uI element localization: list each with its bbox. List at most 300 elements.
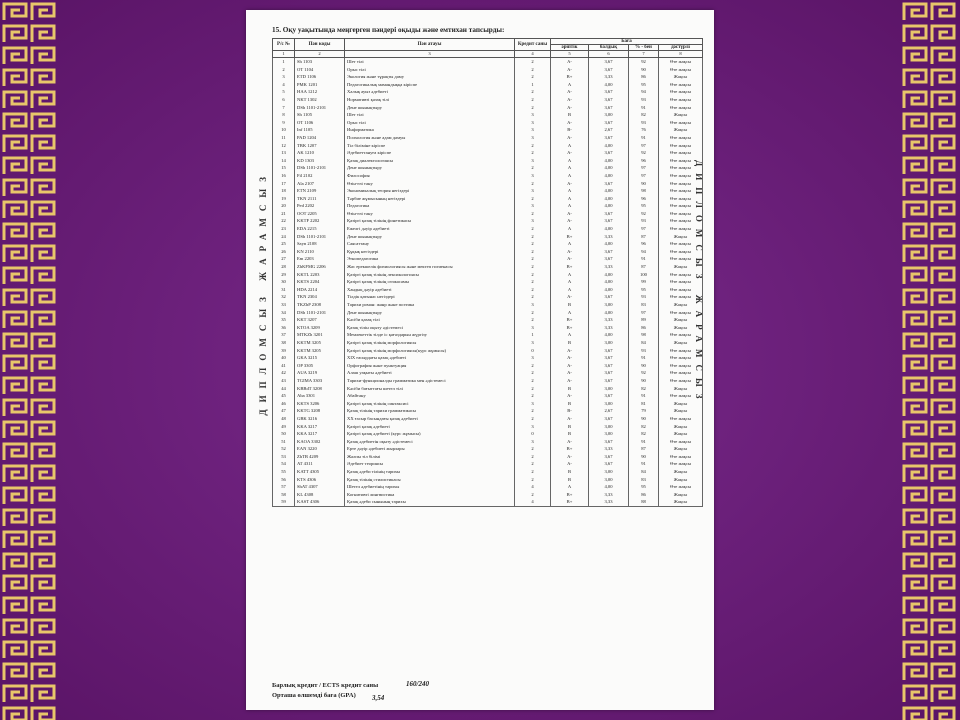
- cell-code: ZhKFMG 2206: [295, 263, 345, 271]
- table-row: [273, 217, 703, 225]
- cell-points: 4,00: [589, 164, 629, 172]
- cell-code: AT 4311: [295, 460, 345, 468]
- cell-code: ETD 1106: [295, 73, 345, 81]
- cell-letter: A: [551, 331, 589, 339]
- cell-points: 3,67: [589, 392, 629, 400]
- cell-percent: 84: [629, 339, 659, 347]
- cell-letter: B+: [551, 263, 589, 271]
- cell-percent: 97: [629, 225, 659, 233]
- cell-letter: A-: [551, 392, 589, 400]
- cell-code: DSh 1101-2101: [295, 164, 345, 172]
- cell-letter: A-: [551, 96, 589, 104]
- cell-num: 49: [273, 423, 295, 431]
- cell-credit: 2: [515, 293, 551, 301]
- cell-credit: 3: [515, 126, 551, 134]
- cell-percent: 87: [629, 263, 659, 271]
- cell-percent: 83: [629, 476, 659, 484]
- cell-points: 3,67: [589, 354, 629, 362]
- cell-letter: A-: [551, 248, 589, 256]
- cell-percent: 82: [629, 423, 659, 431]
- side-stamp-text-right: ДИПЛОМСЫЗ ЖАРАМСЫЗ: [694, 160, 704, 406]
- cell-traditional: Өте жақсы: [659, 240, 703, 248]
- table-row: [273, 73, 703, 81]
- cell-traditional: Жақсы: [659, 491, 703, 499]
- table-row: [273, 248, 703, 256]
- table-row: [273, 407, 703, 415]
- cell-traditional: Өте жақсы: [659, 88, 703, 96]
- cell-points: 3,67: [589, 369, 629, 377]
- cell-letter: A: [551, 157, 589, 165]
- table-row: [273, 81, 703, 89]
- cell-credit: 2: [515, 316, 551, 324]
- cell-subject: Этнопедагогика: [345, 255, 515, 263]
- cell-points: 3,00: [589, 430, 629, 438]
- cell-credit: 3: [515, 111, 551, 119]
- cell-credit: 2: [515, 286, 551, 294]
- cell-code: KATT 4305: [295, 468, 345, 476]
- cell-traditional: Жақсы: [659, 498, 703, 506]
- cell-traditional: Өте жақсы: [659, 119, 703, 127]
- cell-code: OOT 2205: [295, 210, 345, 218]
- cell-code: EDA 2215: [295, 225, 345, 233]
- table-row: [273, 483, 703, 491]
- table-row: [273, 354, 703, 362]
- cell-percent: 88: [629, 498, 659, 506]
- cell-code: KKT 3207: [295, 316, 345, 324]
- cell-points: 3,67: [589, 58, 629, 66]
- cell-credit: 2: [515, 58, 551, 66]
- cell-letter: B: [551, 385, 589, 393]
- cell-credit: 2: [515, 96, 551, 104]
- cell-num: 38: [273, 339, 295, 347]
- cell-subject: Қазақ тілінің стилистикасы: [345, 476, 515, 484]
- cell-credit: 2: [515, 271, 551, 279]
- cell-credit: 2: [515, 377, 551, 385]
- cell-points: 3,00: [589, 468, 629, 476]
- cell-credit: 2: [515, 369, 551, 377]
- cell-traditional: Өте жақсы: [659, 96, 703, 104]
- cell-percent: 91: [629, 354, 659, 362]
- cell-subject: Қазақ тілінің тарихи грамматикасы: [345, 407, 515, 415]
- cell-code: ShAT 4307: [295, 483, 345, 491]
- cell-points: 3,33: [589, 445, 629, 453]
- cell-subject: Ерте дәуір әдебиеті жырлары: [345, 445, 515, 453]
- cell-credit: 3: [515, 423, 551, 431]
- cell-num: 28: [273, 263, 295, 271]
- cell-points: 3,67: [589, 362, 629, 370]
- table-row: [273, 362, 703, 370]
- table-row: [273, 415, 703, 423]
- cell-letter: B: [551, 301, 589, 309]
- cell-code: TBK 1207: [295, 142, 345, 150]
- cell-letter: A: [551, 309, 589, 317]
- cell-points: 3,33: [589, 263, 629, 271]
- cell-traditional: Өте жақсы: [659, 202, 703, 210]
- cell-letter: A: [551, 278, 589, 286]
- cell-subject: Әдебиет теориясы: [345, 460, 515, 468]
- cell-code: KKTS 2204: [295, 278, 345, 286]
- cell-num: 9: [273, 119, 295, 127]
- cell-code: DSh 1101-2101: [295, 233, 345, 241]
- grades-table-body: [273, 58, 703, 507]
- cell-subject: Психология және адам дамуы: [345, 134, 515, 142]
- cell-num: 31: [273, 286, 295, 294]
- cell-subject: Нормативті қазақ тілі: [345, 96, 515, 104]
- cell-points: 3,00: [589, 301, 629, 309]
- cell-points: 2,67: [589, 126, 629, 134]
- cell-points: 3,67: [589, 88, 629, 96]
- cell-percent: 87: [629, 233, 659, 241]
- cell-credit: 2: [515, 491, 551, 499]
- cell-letter: A-: [551, 438, 589, 446]
- cell-subject: Өзін-өзі тану: [345, 210, 515, 218]
- table-row: [273, 445, 703, 453]
- cell-points: 4,00: [589, 157, 629, 165]
- cell-credit: 3: [515, 202, 551, 210]
- cell-points: 3,33: [589, 316, 629, 324]
- cell-letter: B+: [551, 445, 589, 453]
- table-row: [273, 286, 703, 294]
- cell-num: 39: [273, 347, 295, 355]
- cell-subject: Құқық негіздері: [345, 248, 515, 256]
- cell-percent: 90: [629, 453, 659, 461]
- cell-code: PMK 1201: [295, 81, 345, 89]
- cell-percent: 92: [629, 58, 659, 66]
- table-row: [273, 240, 703, 248]
- cell-points: 3,67: [589, 66, 629, 74]
- cell-percent: 91: [629, 392, 659, 400]
- cell-subject: Тіл біліміне кіріспе: [345, 142, 515, 150]
- cell-code: EAN 3220: [295, 445, 345, 453]
- cell-traditional: Жақсы: [659, 324, 703, 332]
- cell-points: 3,67: [589, 347, 629, 355]
- cell-num: 34: [273, 309, 295, 317]
- cell-percent: 86: [629, 73, 659, 81]
- cell-subject: Жас ерекшелік физиологиясы және мектеп гигиенасы: [345, 263, 515, 271]
- cell-credit: 2: [515, 180, 551, 188]
- table-row: [273, 187, 703, 195]
- cell-credit: 2: [515, 468, 551, 476]
- cell-num: 22: [273, 217, 295, 225]
- cell-traditional: Өте жақсы: [659, 180, 703, 188]
- cell-subject: Шет тілі: [345, 111, 515, 119]
- cell-code: OP 3305: [295, 362, 345, 370]
- cell-letter: A-: [551, 369, 589, 377]
- cell-num: 36: [273, 324, 295, 332]
- cell-percent: 91: [629, 255, 659, 263]
- cell-num: 15: [273, 164, 295, 172]
- cell-num: 11: [273, 134, 295, 142]
- table-row: [273, 210, 703, 218]
- table-row: [273, 225, 703, 233]
- col-traditional-header: дәстүрлі: [659, 45, 703, 51]
- table-row: [273, 233, 703, 241]
- cell-points: 3,33: [589, 324, 629, 332]
- cell-credit: 3: [515, 324, 551, 332]
- col-number: 5: [551, 51, 589, 58]
- col-points-header: балдық: [589, 45, 629, 51]
- cell-letter: A-: [551, 415, 589, 423]
- cell-credit: 0: [515, 347, 551, 355]
- cell-credit: 2: [515, 415, 551, 423]
- col-code-header: Пән коды: [295, 39, 345, 51]
- table-row: [273, 149, 703, 157]
- cell-subject: Қазіргі қазақ тілінің сөзжасамы: [345, 278, 515, 286]
- cell-letter: B: [551, 468, 589, 476]
- cell-subject: Экология және тұрақты даму: [345, 73, 515, 81]
- cell-credit: 2: [515, 445, 551, 453]
- cell-code: KKTL 2203: [295, 271, 345, 279]
- cell-code: Ped 2202: [295, 202, 345, 210]
- cell-percent: 95: [629, 81, 659, 89]
- cell-traditional: Өте жақсы: [659, 392, 703, 400]
- cell-traditional: Жақсы: [659, 301, 703, 309]
- cell-letter: A-: [551, 255, 589, 263]
- table-row: [273, 385, 703, 393]
- cell-subject: Халық ауыз әдебиеті: [345, 88, 515, 96]
- cell-subject: Педагогика: [345, 202, 515, 210]
- table-row: [273, 498, 703, 506]
- cell-traditional: Өте жақсы: [659, 460, 703, 468]
- table-row: [273, 119, 703, 127]
- cell-num: 30: [273, 278, 295, 286]
- cell-letter: A-: [551, 58, 589, 66]
- cell-letter: B: [551, 339, 589, 347]
- cell-traditional: Жақсы: [659, 400, 703, 408]
- cell-traditional: Жақсы: [659, 476, 703, 484]
- cell-num: 2: [273, 66, 295, 74]
- cell-code: OT 1104: [295, 66, 345, 74]
- cell-credit: 4: [515, 483, 551, 491]
- table-row: [273, 309, 703, 317]
- ornament-border-left: [0, 0, 60, 720]
- cell-num: 7: [273, 104, 295, 112]
- cell-subject: Педагогикалық мамандыққа кіріспе: [345, 81, 515, 89]
- cell-letter: A-: [551, 362, 589, 370]
- cell-num: 32: [273, 293, 295, 301]
- cell-code: Inf 1105: [295, 126, 345, 134]
- cell-num: 25: [273, 240, 295, 248]
- cell-traditional: Өте жақсы: [659, 438, 703, 446]
- cell-percent: 95: [629, 286, 659, 294]
- cell-traditional: Жақсы: [659, 263, 703, 271]
- cell-num: 16: [273, 172, 295, 180]
- col-number: 2: [295, 51, 345, 58]
- cell-num: 40: [273, 354, 295, 362]
- cell-percent: 96: [629, 157, 659, 165]
- cell-points: 4,00: [589, 225, 629, 233]
- cell-percent: 92: [629, 369, 659, 377]
- cell-code: HDA 2214: [295, 286, 345, 294]
- cell-credit: 2: [515, 88, 551, 96]
- cell-letter: A-: [551, 134, 589, 142]
- cell-traditional: Өте жақсы: [659, 58, 703, 66]
- cell-letter: A: [551, 187, 589, 195]
- cell-code: KKA 3217: [295, 430, 345, 438]
- cell-code: Sh 1103: [295, 58, 345, 66]
- cell-percent: 82: [629, 111, 659, 119]
- cell-traditional: Өте жақсы: [659, 104, 703, 112]
- cell-traditional: Өте жақсы: [659, 217, 703, 225]
- cell-letter: B-: [551, 407, 589, 415]
- column-number-row: [273, 51, 703, 58]
- cell-traditional: Өте жақсы: [659, 453, 703, 461]
- cell-num: 59: [273, 498, 295, 506]
- diploma-transcript-page: [246, 10, 714, 710]
- cell-subject: Ежелгі дәуір әдебиеті: [345, 225, 515, 233]
- cell-num: 19: [273, 195, 295, 203]
- cell-credit: 2: [515, 73, 551, 81]
- cell-letter: B: [551, 476, 589, 484]
- cell-num: 57: [273, 483, 295, 491]
- cell-points: 3,00: [589, 476, 629, 484]
- total-credits-label: Барлық кредит / ECTS кредит саны: [272, 682, 379, 689]
- cell-subject: Мемлекеттік тілде іс қағаздарын жүргізу: [345, 331, 515, 339]
- cell-points: 4,00: [589, 278, 629, 286]
- cell-credit: 2: [515, 392, 551, 400]
- cell-code: KN 2110: [295, 248, 345, 256]
- cell-num: 43: [273, 377, 295, 385]
- cell-percent: 93: [629, 217, 659, 225]
- table-row: [273, 255, 703, 263]
- col-number: 4: [515, 51, 551, 58]
- table-row: [273, 134, 703, 142]
- cell-percent: 76: [629, 126, 659, 134]
- cell-traditional: Жақсы: [659, 468, 703, 476]
- table-row: [273, 66, 703, 74]
- cell-credit: 0: [515, 430, 551, 438]
- col-number: 1: [273, 51, 295, 58]
- table-row: [273, 400, 703, 408]
- cell-subject: Тілдік қатынас негіздері: [345, 293, 515, 301]
- cell-subject: Қазақ әдебиетін оқыту әдістемесі: [345, 438, 515, 446]
- cell-credit: 2: [515, 195, 551, 203]
- cell-points: 3,00: [589, 400, 629, 408]
- col-percent-header: % - бен: [629, 45, 659, 51]
- cell-num: 4: [273, 81, 295, 89]
- cell-subject: Кәсіби қазақ тілі: [345, 316, 515, 324]
- cell-subject: Дене шынықтыру: [345, 164, 515, 172]
- cell-points: 3,67: [589, 217, 629, 225]
- cell-code: PAD 1204: [295, 134, 345, 142]
- cell-points: 3,67: [589, 453, 629, 461]
- cell-letter: B+: [551, 316, 589, 324]
- cell-num: 6: [273, 96, 295, 104]
- table-row: [273, 195, 703, 203]
- cell-credit: 2: [515, 362, 551, 370]
- cell-code: KKTF 2202: [295, 217, 345, 225]
- cell-num: 20: [273, 202, 295, 210]
- cell-traditional: Өте жақсы: [659, 354, 703, 362]
- cell-num: 52: [273, 445, 295, 453]
- cell-points: 3,00: [589, 111, 629, 119]
- table-row: [273, 369, 703, 377]
- cell-percent: 96: [629, 195, 659, 203]
- cell-credit: 2: [515, 263, 551, 271]
- cell-traditional: Өте жақсы: [659, 142, 703, 150]
- cell-points: 3,33: [589, 498, 629, 506]
- cell-percent: 96: [629, 240, 659, 248]
- cell-credit: 2: [515, 476, 551, 484]
- cell-credit: 3: [515, 400, 551, 408]
- cell-credit: 2: [515, 66, 551, 74]
- table-row: [273, 476, 703, 484]
- cell-credit: 2: [515, 104, 551, 112]
- table-row: [273, 347, 703, 355]
- cell-letter: A-: [551, 377, 589, 385]
- cell-credit: 2: [515, 149, 551, 157]
- cell-traditional: Жақсы: [659, 316, 703, 324]
- cell-letter: B: [551, 111, 589, 119]
- cell-subject: Информатика: [345, 126, 515, 134]
- cell-letter: B+: [551, 324, 589, 332]
- cell-code: TKN 2111: [295, 195, 345, 203]
- cell-letter: A: [551, 164, 589, 172]
- cell-letter: B: [551, 430, 589, 438]
- gpa-label: Орташа өлшемді баға (GPA): [272, 692, 356, 699]
- side-stamp-text-left: ДИПЛОМСЫЗ ЖАРАМСЫЗ: [258, 170, 268, 416]
- cell-letter: A: [551, 225, 589, 233]
- cell-points: 3,67: [589, 255, 629, 263]
- cell-points: 4,00: [589, 309, 629, 317]
- cell-code: KAST 4306: [295, 498, 345, 506]
- table-row: [273, 180, 703, 188]
- cell-num: 18: [273, 187, 295, 195]
- cell-code: DSh 1101-2101: [295, 309, 345, 317]
- cell-percent: 82: [629, 430, 659, 438]
- cell-credit: 3: [515, 157, 551, 165]
- cell-subject: Шет тілі: [345, 58, 515, 66]
- cell-num: 54: [273, 460, 295, 468]
- cell-code: KL 4308: [295, 491, 345, 499]
- cell-subject: Қазақ диалектологиясы: [345, 157, 515, 165]
- cell-points: 4,00: [589, 142, 629, 150]
- cell-credit: 2: [515, 407, 551, 415]
- cell-credit: 2: [515, 385, 551, 393]
- cell-points: 4,00: [589, 172, 629, 180]
- col-grade-header: Баға: [551, 39, 703, 45]
- cell-percent: 86: [629, 324, 659, 332]
- cell-subject: Дене шынықтыру: [345, 233, 515, 241]
- cell-percent: 81: [629, 400, 659, 408]
- table-row: [273, 111, 703, 119]
- cell-subject: XIX ғасырдағы қазақ әдебиеті: [345, 354, 515, 362]
- table-row: [273, 126, 703, 134]
- cell-subject: Алаш уақыты әдебиеті: [345, 369, 515, 377]
- cell-traditional: Өте жақсы: [659, 362, 703, 370]
- cell-code: KKTG 3208: [295, 407, 345, 415]
- cell-traditional: Өте жақсы: [659, 415, 703, 423]
- cell-credit: 2: [515, 225, 551, 233]
- cell-subject: Қазақ әдеби сынының тарихы: [345, 498, 515, 506]
- cell-code: Ala 2107: [295, 180, 345, 188]
- cell-points: 3,67: [589, 134, 629, 142]
- cell-subject: Философия: [345, 172, 515, 180]
- cell-points: 3,00: [589, 385, 629, 393]
- cell-subject: Қазіргі қазақ әдебиеті (курс жұмысы): [345, 430, 515, 438]
- cell-letter: A: [551, 271, 589, 279]
- gpa-value: 3,54: [372, 694, 385, 702]
- cell-percent: 97: [629, 142, 659, 150]
- cell-num: 13: [273, 149, 295, 157]
- table-row: [273, 278, 703, 286]
- cell-num: 47: [273, 407, 295, 415]
- cell-code: TKN 2304: [295, 293, 345, 301]
- cell-code: Aba 3301: [295, 392, 345, 400]
- cell-percent: 97: [629, 309, 659, 317]
- cell-points: 3,67: [589, 104, 629, 112]
- cell-num: 48: [273, 415, 295, 423]
